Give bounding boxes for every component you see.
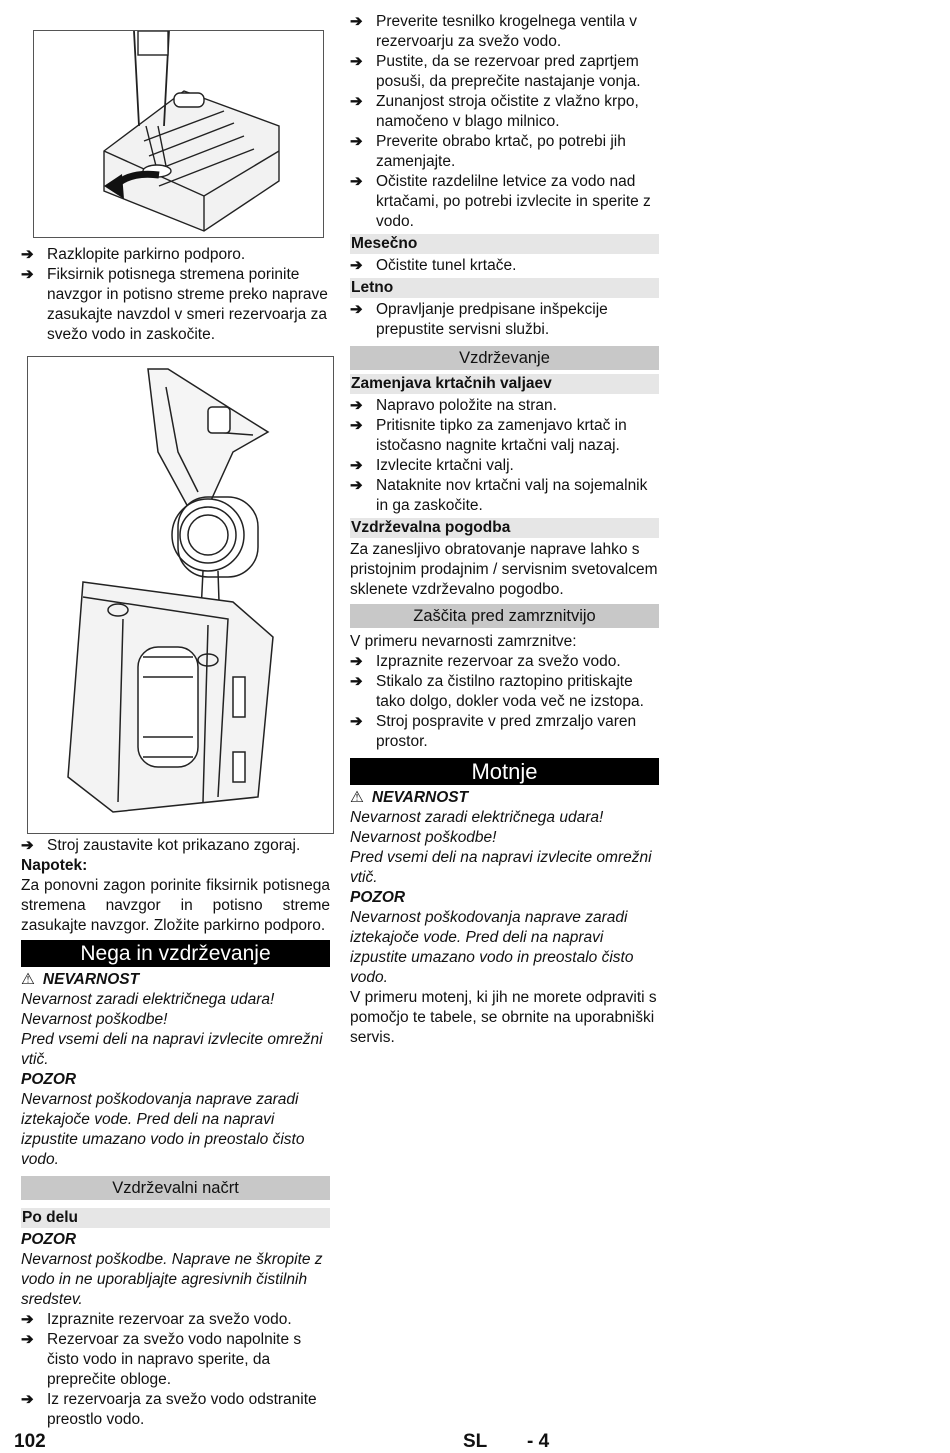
danger-line: Nevarnost zaradi električnega udara!: [21, 991, 275, 1008]
arrow-icon: ➔: [350, 417, 363, 434]
list-item: ➔ Nataknite nov krtačni valj na sojemalnik in ga zaskočite.: [350, 477, 648, 514]
list-item: ➔ Očistite razdelilne letvice za vodo nad krtačami, po potrebi izvlecite in sperite z vodo.: [350, 173, 651, 230]
list-item: ➔ Izpraznite rezervoar za svežo vodo.: [350, 653, 621, 670]
list-item: ➔ Iz rezervoarja za svežo vodo odstranite preostlo vodo.: [21, 1391, 317, 1428]
arrow-icon: ➔: [350, 133, 363, 150]
brush-replacement-title: Zamenjava krtačnih valjaev: [350, 374, 659, 394]
list-item: ➔ Stikalo za čistilno raztopino pritiskajte tako dolgo, dokler voda več ne izstopa.: [350, 673, 644, 710]
list-item: ➔ Izpraznite rezervoar za svežo vodo.: [21, 1311, 292, 1328]
caution-text: Nevarnost poškodbe. Naprave ne škropite z vodo in ne uporabljajte agresivnih čistilnih sredstev.: [21, 1251, 323, 1308]
maintenance-plan-title: Vzdrževalni načrt: [21, 1176, 330, 1200]
maintenance-title: Vzdrževanje: [350, 346, 659, 370]
danger-line: Nevarnost poškodbe!: [350, 829, 497, 846]
list-item: ➔ Stroj zaustavite kot prikazano zgoraj.: [21, 837, 301, 854]
faults-text: V primeru motenj, ki jih ne morete odpraviti s pomočjo te tabele, se obrnite na uporabniški servis.: [350, 989, 657, 1046]
list-item: ➔ Razklopite parkirno podporo.: [21, 246, 246, 263]
after-work-title: Po delu: [21, 1208, 330, 1228]
danger-line: Nevarnost zaradi električnega udara!: [350, 809, 604, 826]
note-label: Napotek:: [21, 857, 88, 874]
list-item: ➔ Pustite, da se rezervoar pred zaprtjem posuši, da preprečite nastajanje vonja.: [350, 53, 641, 90]
arrow-icon: ➔: [21, 1391, 34, 1408]
list-item: ➔ Preverite tesnilko krogelnega ventila v rezervoarju za svežo vodo.: [350, 13, 638, 50]
arrow-icon: ➔: [350, 13, 363, 30]
upright-machine-illustration: [28, 357, 333, 833]
danger-heading: ⚠ NEVARNOST: [350, 789, 469, 806]
caution-label: POZOR: [350, 889, 406, 906]
list-item: ➔ Napravo položite na stran.: [350, 397, 557, 414]
list-item: ➔ Izvlecite krtačni valj.: [350, 457, 514, 474]
arrow-icon: ➔: [21, 1311, 34, 1328]
arrow-icon: ➔: [350, 93, 363, 110]
figure-parking-support: [33, 30, 324, 238]
arrow-icon: ➔: [21, 246, 34, 263]
warning-icon: ⚠: [350, 789, 364, 806]
list-item: ➔ Očistite tunel krtače.: [350, 257, 517, 274]
list-item: ➔ Pritisnite tipko za zamenjavo krtač in istočasno nagnite krtačni valj nazaj.: [350, 417, 627, 454]
list-item: ➔ Rezervoar za svežo vodo napolnite s čisto vodo in napravo sperite, da preprečite obloge.: [21, 1331, 302, 1388]
figure-stopped-machine: [27, 356, 334, 834]
monthly-title: Mesečno: [350, 234, 659, 254]
danger-heading: ⚠ NEVARNOST: [21, 971, 140, 988]
list-item: ➔ Zunanjost stroja očistite z vlažno krpo, namočeno v blago milnico.: [350, 93, 639, 130]
danger-line: Pred vsemi deli na napravi izvlecite omrežni vtič.: [21, 1031, 323, 1068]
arrow-icon: ➔: [350, 173, 363, 190]
arrow-icon: ➔: [350, 301, 363, 318]
arrow-icon: ➔: [350, 713, 363, 730]
caution-label: POZOR: [21, 1071, 77, 1088]
page-number: 102: [14, 1431, 46, 1452]
caution-text: Nevarnost poškodovanja naprave zaradi iztekajoče vode. Pred deli na napravi izpustite umazano vodo in preostalo čisto vodo.: [350, 909, 634, 986]
section-title-care: Nega in vzdrževanje: [21, 940, 330, 967]
arrow-icon: ➔: [21, 1331, 34, 1348]
caution-text: Nevarnost poškodovanja naprave zaradi iztekajoče vode. Pred deli na napravi izpustite umazano vodo in preostalo čisto vodo.: [21, 1091, 305, 1168]
arrow-icon: ➔: [350, 397, 363, 414]
list-item: ➔ Stroj pospravite v pred zmrzaljo varen prostor.: [350, 713, 637, 750]
section-title-faults: Motnje: [350, 758, 659, 785]
sub-page-number: - 4: [527, 1431, 550, 1452]
arrow-icon: ➔: [350, 477, 363, 494]
machine-base-illustration: [34, 31, 323, 237]
frost-protection-title: Zaščita pred zamrznitvijo: [350, 604, 659, 628]
note-text: Za ponovni zagon porinite fiksirnik potisnega stremena navzgor in potisno streme zasukajte navzgor. Zložite parkirno podporo.: [21, 877, 330, 934]
maintenance-contract-title: Vzdrževalna pogodba: [350, 518, 659, 538]
list-item: ➔ Preverite obrabo krtač, po potrebi jih zamenjajte.: [350, 133, 626, 170]
list-item: ➔ Fiksirnik potisnega stremena porinite navzgor in potisno streme preko naprave zasukajte navzdol v smeri rezervoarja za svežo vodo in zaskočite.: [21, 266, 328, 343]
arrow-icon: ➔: [350, 673, 363, 690]
warning-icon: ⚠: [21, 971, 35, 988]
arrow-icon: ➔: [350, 257, 363, 274]
contract-text: Za zanesljivo obratovanje naprave lahko s pristojnim prodajnim / servisnim svetovalcem sklenete vzdrževalno pogodbo.: [350, 541, 658, 598]
language-code: SL: [463, 1431, 488, 1452]
yearly-title: Letno: [350, 278, 659, 298]
frost-intro: V primeru nevarnosti zamrznitve:: [350, 633, 577, 650]
danger-line: Pred vsemi deli na napravi izvlecite omrežni vtič.: [350, 849, 652, 886]
danger-line: Nevarnost poškodbe!: [21, 1011, 168, 1028]
arrow-icon: ➔: [350, 457, 363, 474]
arrow-icon: ➔: [350, 653, 363, 670]
caution-label: POZOR: [21, 1231, 77, 1248]
arrow-icon: ➔: [21, 837, 34, 854]
list-item: ➔ Opravljanje predpisane inšpekcije prepustite servisni službi.: [350, 301, 608, 338]
arrow-icon: ➔: [350, 53, 363, 70]
arrow-icon: ➔: [21, 266, 34, 283]
